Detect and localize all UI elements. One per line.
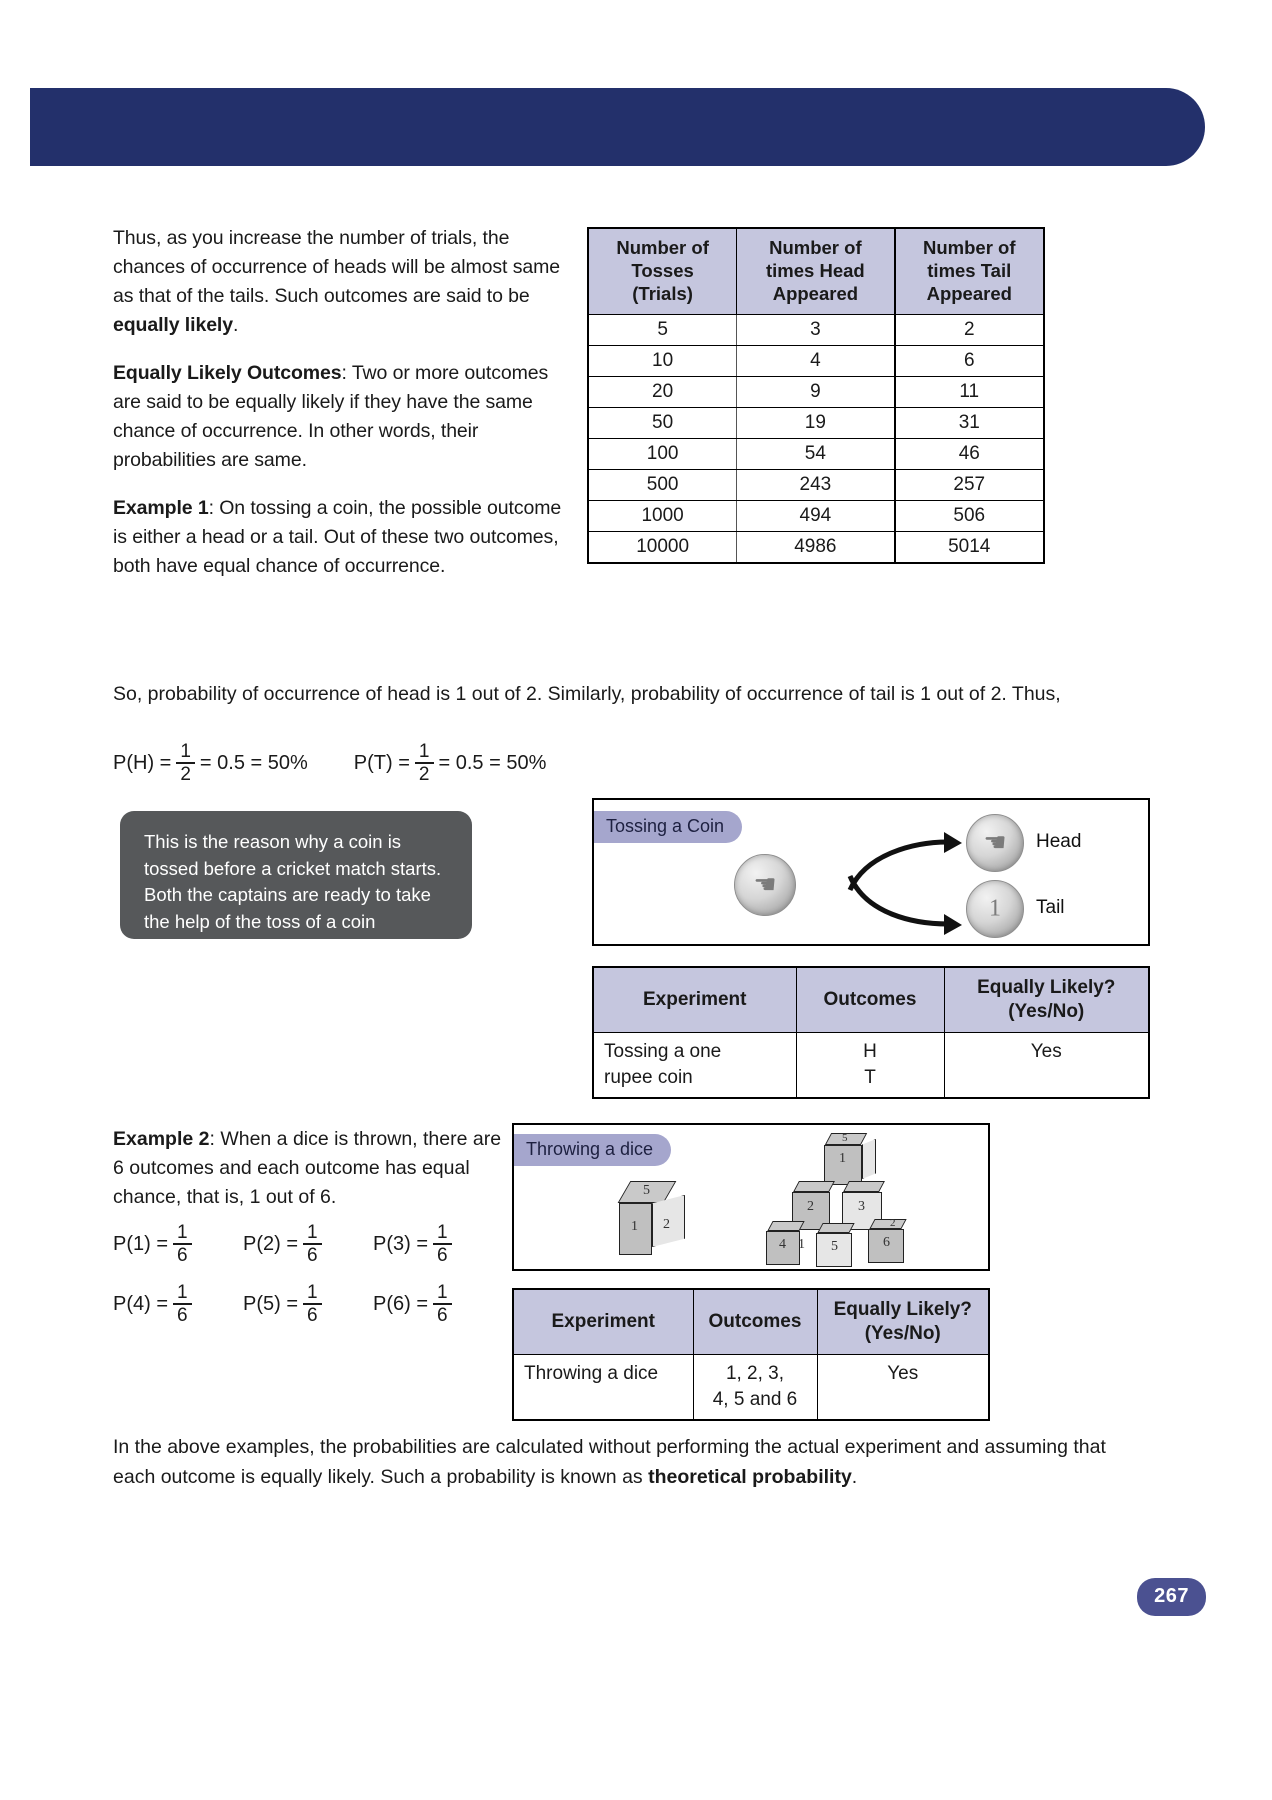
- header-line: Number of: [923, 237, 1016, 258]
- die-pip: 2: [807, 1199, 814, 1214]
- experiment-line: rupee coin: [604, 1067, 693, 1088]
- header-line: times Tail: [927, 260, 1012, 281]
- cell-tosses: 1000: [588, 501, 737, 532]
- rupee-one-glyph: 1: [989, 895, 1001, 922]
- cell-tails: 46: [895, 439, 1044, 470]
- table-row: [588, 377, 1044, 408]
- column-header-equally-likely: [944, 967, 1149, 1033]
- outcome-line: 4, 5 and 6: [712, 1389, 798, 1410]
- fraction-one-half: [176, 742, 195, 784]
- bottom-text-b: .: [851, 1466, 858, 1488]
- cell-tails: 5014: [895, 532, 1044, 564]
- cell-heads: 54: [737, 439, 895, 470]
- example-1-text: : On tossing a coin, the possible outcome is either a head or a tail. Out of these two outcomes, both have equal chance of occurrence.: [113, 497, 562, 577]
- denominator: 6: [177, 1245, 188, 1266]
- callout-cricket-toss: This is the reason why a coin is tossed before a cricket match starts. Both the captains are ready to take the help of the toss of a coin because they know both the outcomes have the same chance of showing up. So the outcomes are equally likely.: [120, 811, 472, 939]
- formula-p-3: [373, 1223, 457, 1265]
- numerator: 1: [437, 1282, 448, 1303]
- dice-stack-illustration: [766, 1133, 936, 1265]
- cell-experiment: Throwing a dice: [513, 1355, 693, 1421]
- paragraph-example-2: [113, 1125, 513, 1212]
- outcome-line: T: [864, 1067, 876, 1088]
- formula-value: = 0.5 = 50%: [199, 751, 308, 774]
- die-pip: 4: [779, 1237, 786, 1252]
- cell-outcomes: [693, 1355, 817, 1421]
- die-pip-left: 1: [631, 1219, 638, 1234]
- example-2-label: Example 2: [113, 1128, 210, 1150]
- header-line: Appeared: [926, 283, 1012, 304]
- fraction-one-sixth: [433, 1283, 452, 1325]
- example-2-text: : When a dice is thrown, there are 6 outcomes and each outcome has equal chance, that is, 1 out of 6.: [113, 1128, 502, 1208]
- die-face-top: [767, 1221, 804, 1231]
- column-header-outcomes: Outcomes: [693, 1289, 817, 1355]
- header-line: Number of: [769, 237, 862, 258]
- formula-label: P(6) =: [373, 1292, 429, 1315]
- table-row: [588, 315, 1044, 346]
- formula-p-tail: [354, 742, 547, 784]
- column-header-experiment: Experiment: [513, 1289, 693, 1355]
- cell-outcomes: [796, 1033, 944, 1099]
- numerator: 1: [307, 1222, 318, 1243]
- column-header-equally-likely: [817, 1289, 989, 1355]
- column-header-heads: [737, 228, 895, 315]
- cell-tails: 257: [895, 470, 1044, 501]
- header-line: (Trials): [632, 283, 693, 304]
- coin-illustration-panel: [592, 798, 1150, 946]
- fraction-one-half: [415, 742, 434, 784]
- die-icon-stack-bottom-2: [816, 1223, 868, 1269]
- coin-experiment-table: [592, 966, 1150, 1099]
- cell-heads: 19: [737, 408, 895, 439]
- die-pip-top: 5: [643, 1183, 650, 1198]
- cell-tosses: 10000: [588, 532, 737, 564]
- bottom-text-a: In the above examples, the probabilities are calculated without performing the actual experiment and assuming that each outcome is equally likely. Such a probability is known as: [113, 1436, 1106, 1488]
- table-row: [588, 501, 1044, 532]
- header-line: Appeared: [772, 283, 859, 304]
- die-pip: 2: [890, 1217, 896, 1229]
- numerator: 1: [437, 1222, 448, 1243]
- cell-heads: 494: [737, 501, 895, 532]
- die-pip: 5: [842, 1132, 848, 1144]
- formula-label: P(2) =: [243, 1232, 299, 1255]
- formula-p-2: [243, 1223, 373, 1265]
- dice-panel-tag: Throwing a dice: [514, 1134, 671, 1166]
- formula-label: P(T) =: [353, 751, 410, 774]
- cell-heads: 243: [737, 470, 895, 501]
- cell-experiment: [593, 1033, 796, 1099]
- column-header-experiment: Experiment: [593, 967, 796, 1033]
- cell-tosses: 10: [588, 346, 737, 377]
- die-pip: 1: [839, 1151, 846, 1166]
- table-row: [588, 532, 1044, 564]
- fraction-one-sixth: [173, 1283, 192, 1325]
- coin-icon-head: [966, 814, 1024, 872]
- cell-tails: 31: [895, 408, 1044, 439]
- numerator: 1: [177, 1222, 188, 1243]
- equally-likely-bold: equally likely: [113, 314, 233, 336]
- coin-panel-tag: Tossing a Coin: [594, 811, 742, 843]
- emblem-glyph: ☚: [753, 870, 777, 899]
- fraction-one-sixth: [433, 1223, 452, 1265]
- denominator: 2: [418, 764, 430, 785]
- paragraph-thus-text-a: Thus, as you increase the number of trials, the chances of occurrence of heads will be almost same as that of the tails. Such outcomes are said to be: [113, 227, 560, 307]
- dice-probability-formulas-row-2: [113, 1283, 457, 1325]
- cell-heads: 9: [737, 377, 895, 408]
- numerator: 1: [180, 741, 191, 762]
- numerator: 1: [177, 1282, 188, 1303]
- formula-label: P(5) =: [243, 1292, 299, 1315]
- die-face-top: [793, 1181, 835, 1192]
- coin-tail-label: Tail: [1036, 897, 1065, 918]
- formula-label: P(3) =: [373, 1232, 429, 1255]
- table-row: [593, 1033, 1149, 1099]
- formula-value: = 0.5 = 50%: [438, 751, 547, 774]
- paragraph-example-1: [113, 494, 573, 581]
- coin-icon-tail: [966, 880, 1024, 938]
- cell-tosses: 5: [588, 315, 737, 346]
- column-header-tails: [895, 228, 1044, 315]
- example-1-label: Example 1: [113, 497, 209, 519]
- die-icon-stack-bottom-3: [868, 1219, 920, 1265]
- paragraph-thus-text-b: .: [233, 314, 239, 336]
- table-header-row: [513, 1289, 989, 1355]
- fraction-one-sixth: [303, 1223, 322, 1265]
- coin-probability-formulas: [113, 742, 546, 784]
- formula-label: P(1) =: [113, 1232, 169, 1255]
- coin-head-label: Head: [1036, 831, 1082, 852]
- header-line: Equally Likely?: [833, 1299, 972, 1320]
- numerator: 1: [418, 741, 430, 762]
- theoretical-probability-bold: theoretical probability: [648, 1466, 852, 1488]
- header-line: times Head: [766, 260, 865, 281]
- table-row: [588, 346, 1044, 377]
- header-line: Tosses: [631, 260, 694, 281]
- die-pip: 3: [858, 1199, 865, 1214]
- die-icon-single: [619, 1181, 695, 1265]
- dice-experiment-table: [512, 1288, 990, 1421]
- dice-probability-formulas-row-1: [113, 1223, 457, 1265]
- cell-tails: 6: [895, 346, 1044, 377]
- header-line: Equally Likely?: [977, 977, 1116, 998]
- header-line: Number of: [616, 237, 709, 258]
- cell-equally-likely: Yes: [817, 1355, 989, 1421]
- column-header-tosses: [588, 228, 737, 315]
- column-header-outcomes: Outcomes: [796, 967, 944, 1033]
- header-banner: [30, 88, 1205, 166]
- die-face-side: [862, 1139, 876, 1179]
- cell-tosses: 20: [588, 377, 737, 408]
- cell-tails: 506: [895, 501, 1044, 532]
- die-face-top: [843, 1181, 885, 1192]
- paragraph-theoretical-probability: [113, 1432, 1153, 1492]
- die-face-top: [817, 1223, 854, 1233]
- die-pip: 6: [883, 1235, 890, 1250]
- die-face-top: [869, 1219, 906, 1229]
- table-row: [588, 439, 1044, 470]
- table-row: [588, 470, 1044, 501]
- equally-likely-outcomes-definition: : Two or more outcomes are said to be equally likely if they have the same chance of occurrence. In other words, their probabilities are same.: [113, 362, 549, 471]
- fraction-one-sixth: [303, 1283, 322, 1325]
- left-text-column: [113, 224, 573, 600]
- table-row: [588, 408, 1044, 439]
- cell-heads: 3: [737, 315, 895, 346]
- experiment-line: Tossing a one: [604, 1041, 722, 1062]
- denominator: 6: [437, 1245, 448, 1266]
- denominator: 6: [307, 1245, 318, 1266]
- outcome-line: 1, 2, 3,: [725, 1363, 785, 1384]
- cell-tosses: 500: [588, 470, 737, 501]
- fraction-one-sixth: [173, 1223, 192, 1265]
- cell-heads: 4986: [737, 532, 895, 564]
- formula-p-5: [243, 1283, 373, 1325]
- formula-p-6: [373, 1283, 457, 1325]
- paragraph-so-probability: So, probability of occurrence of head is 1 out of 2. Similarly, probability of occurrence of tail is 1 out of 2. Thus,: [113, 683, 1061, 705]
- emblem-glyph: ☚: [983, 828, 1007, 857]
- formula-p-head: [113, 742, 308, 784]
- cell-tosses: 50: [588, 408, 737, 439]
- equally-likely-outcomes-term: Equally Likely Outcomes: [113, 362, 342, 384]
- dice-illustration-panel: [512, 1123, 990, 1271]
- formula-label: P(4) =: [113, 1292, 169, 1315]
- header-line: (Yes/No): [864, 1323, 941, 1344]
- cell-tails: 2: [895, 315, 1044, 346]
- numerator: 1: [307, 1282, 318, 1303]
- die-pip: 5: [831, 1239, 838, 1254]
- table-row: [513, 1355, 989, 1421]
- formula-p-1: [113, 1223, 243, 1265]
- coin-icon-source: [734, 854, 796, 916]
- die-pip: 1: [798, 1237, 805, 1252]
- page-number-badge: 267: [1137, 1578, 1206, 1616]
- header-line: (Yes/No): [1008, 1001, 1085, 1022]
- table-header-row: [593, 967, 1149, 1033]
- cell-tosses: 100: [588, 439, 737, 470]
- tosses-data-table: [587, 227, 1045, 564]
- denominator: 6: [177, 1305, 188, 1326]
- outcome-line: H: [863, 1041, 877, 1062]
- denominator: 6: [307, 1305, 318, 1326]
- denominator: 6: [437, 1305, 448, 1326]
- cell-tails: 11: [895, 377, 1044, 408]
- formula-p-4: [113, 1283, 243, 1325]
- denominator: 2: [180, 764, 191, 785]
- cell-equally-likely: Yes: [944, 1033, 1149, 1099]
- paragraph-equally-likely-outcomes: [113, 359, 573, 475]
- die-icon-stack-bottom-1: [766, 1221, 818, 1267]
- formula-label: P(H) =: [113, 751, 172, 774]
- cell-heads: 4: [737, 346, 895, 377]
- arrow-to-tail-icon: [844, 870, 974, 940]
- table-header-row: [588, 228, 1044, 315]
- die-pip-right: 2: [663, 1217, 670, 1232]
- paragraph-thus: [113, 224, 573, 340]
